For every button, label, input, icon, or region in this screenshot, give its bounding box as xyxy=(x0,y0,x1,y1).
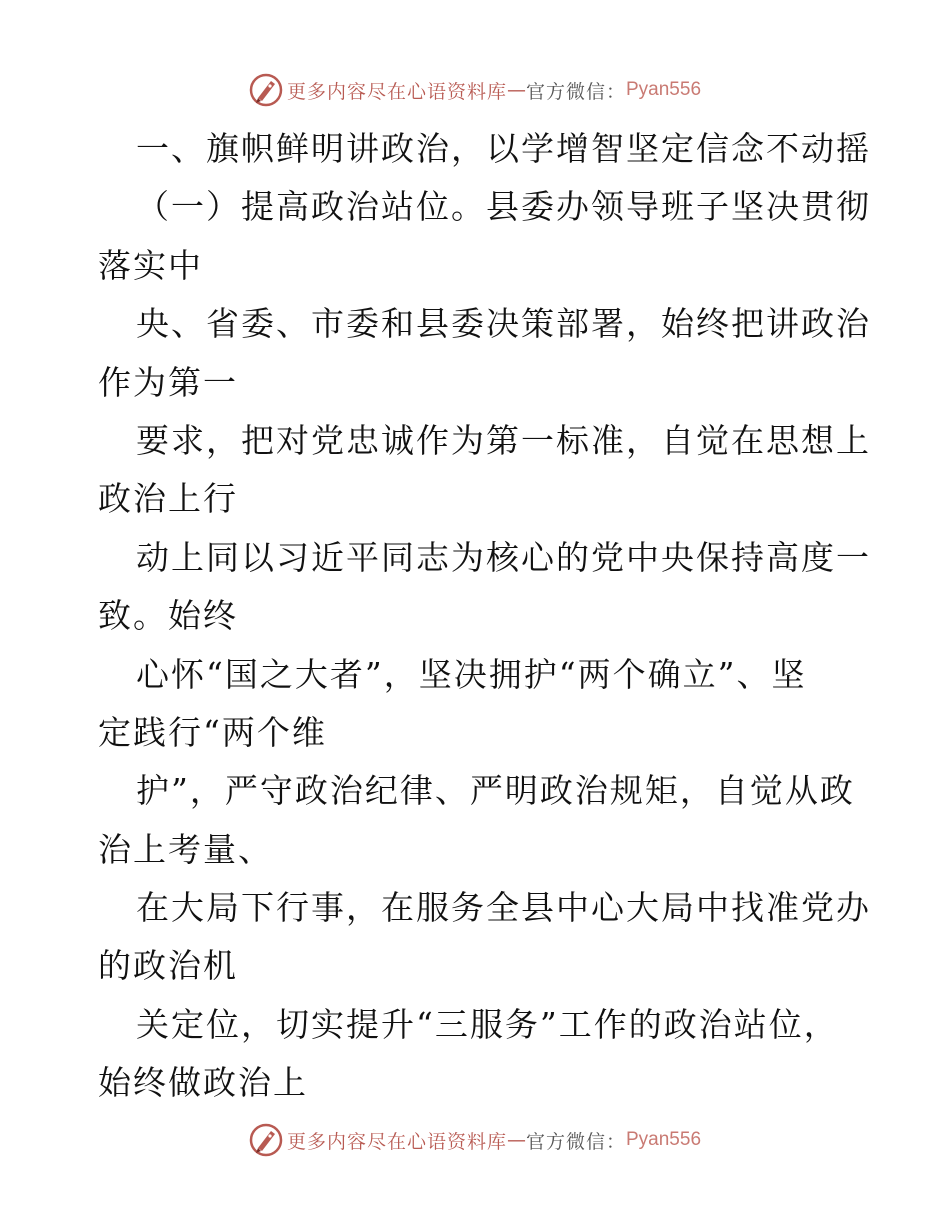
body-line: 关定位，切实提升“三服务”工作的政治站位， xyxy=(136,1004,839,1044)
footer-wechat-id: Pyan556 xyxy=(626,1129,702,1150)
body-line: 始终做政治上 xyxy=(98,1063,308,1103)
body-line: 的政治机 xyxy=(98,946,238,986)
body-line: 在大局下行事，在服务全县中心大局中找准党办 xyxy=(136,888,871,928)
body-line: 定践行“两个维 xyxy=(98,712,327,752)
pen-logo-icon xyxy=(249,1123,283,1157)
body-line: 治上考量、 xyxy=(98,829,273,869)
body-line: 护”，严守政治纪律、严明政治规矩，自觉从政 xyxy=(136,771,855,811)
header-brand-text: 更多内容尽在心语资料库 xyxy=(286,80,507,103)
footer-brand-text: 更多内容尽在心语资料库 xyxy=(286,1130,507,1153)
header-wechat-id: Pyan556 xyxy=(626,79,702,100)
body-line: 心怀“国之大者”，坚决拥护“两个确立”、坚 xyxy=(136,654,807,694)
footer-banner xyxy=(0,1120,950,1160)
header-separator: — xyxy=(506,79,526,101)
pen-logo-icon xyxy=(249,73,283,107)
header-banner xyxy=(0,70,950,110)
body-line: 作为第一 xyxy=(98,362,238,402)
body-line: 落实中 xyxy=(98,245,203,285)
body-line: 致。始终 xyxy=(98,596,238,636)
document-body xyxy=(98,120,871,1113)
body-line: 政治上行 xyxy=(98,479,238,519)
footer-separator: — xyxy=(506,1129,526,1151)
body-line: 要求，把对党忠诚作为第一标准，自觉在思想上 xyxy=(136,420,871,460)
header-wechat-label: 官方微信： xyxy=(525,80,626,103)
body-line: 央、省委、市委和县委决策部署，始终把讲政治 xyxy=(136,304,871,344)
footer-wechat-label: 官方微信： xyxy=(525,1130,626,1153)
body-line: （一）提高政治站位。县委办领导班子坚决贯彻 xyxy=(136,187,871,227)
body-line: 动上同以习近平同志为核心的党中央保持高度一 xyxy=(136,537,871,577)
body-line: 一、旗帜鲜明讲政治，以学增智坚定信念不动摇 xyxy=(136,129,871,168)
